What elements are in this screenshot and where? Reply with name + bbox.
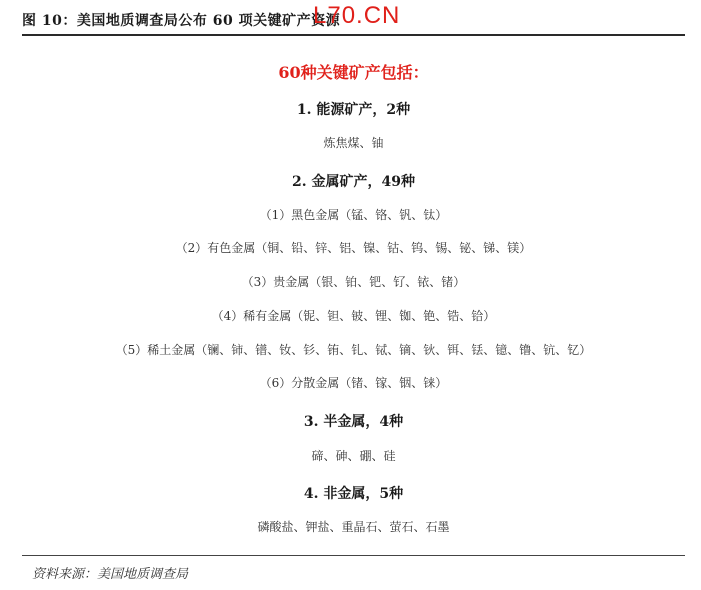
section-title-semimetal: 3. 半金属，4种 [303, 414, 404, 430]
list-item: （5）稀土金属（镧、铈、镨、钕、钐、铕、钆、铽、镝、钬、铒、铥、镱、镥、钪、钇） [115, 343, 592, 357]
list-item: 磷酸盐、钾盐、重晶石、萤石、石墨 [257, 520, 450, 534]
bottom-divider [22, 555, 685, 556]
figure-title: 图 10：美国地质调查局公布 60 项关键矿产资源 [22, 13, 341, 29]
section-title-energy: 1. 能源矿产，2种 [296, 102, 411, 118]
watermark: L70.CN [313, 2, 401, 29]
section-title-nonmetal: 4. 非金属，5种 [303, 486, 404, 502]
section-title-metal: 2. 金属矿产，49种 [292, 174, 415, 190]
list-item: （2）有色金属（铜、铅、锌、铝、镍、钴、钨、锡、铋、锑、镁） [175, 241, 532, 255]
top-divider [22, 34, 685, 36]
list-item: （4）稀有金属（铌、钽、铍、锂、铷、铯、锆、铪） [211, 309, 496, 323]
source-note: 资料来源：美国地质调查局 [32, 567, 189, 582]
list-item: （1）黑色金属（锰、铬、钒、钛） [259, 208, 448, 222]
list-item: 炼焦煤、铀 [323, 136, 384, 150]
list-item: 碲、砷、硼、硅 [311, 449, 396, 463]
list-item: （6）分散金属（锗、镓、铟、铼） [259, 376, 448, 390]
list-item: （3）贵金属（银、铂、钯、钌、铱、锗） [241, 275, 466, 289]
list-headline: 60种关键矿产包括： [278, 63, 429, 82]
